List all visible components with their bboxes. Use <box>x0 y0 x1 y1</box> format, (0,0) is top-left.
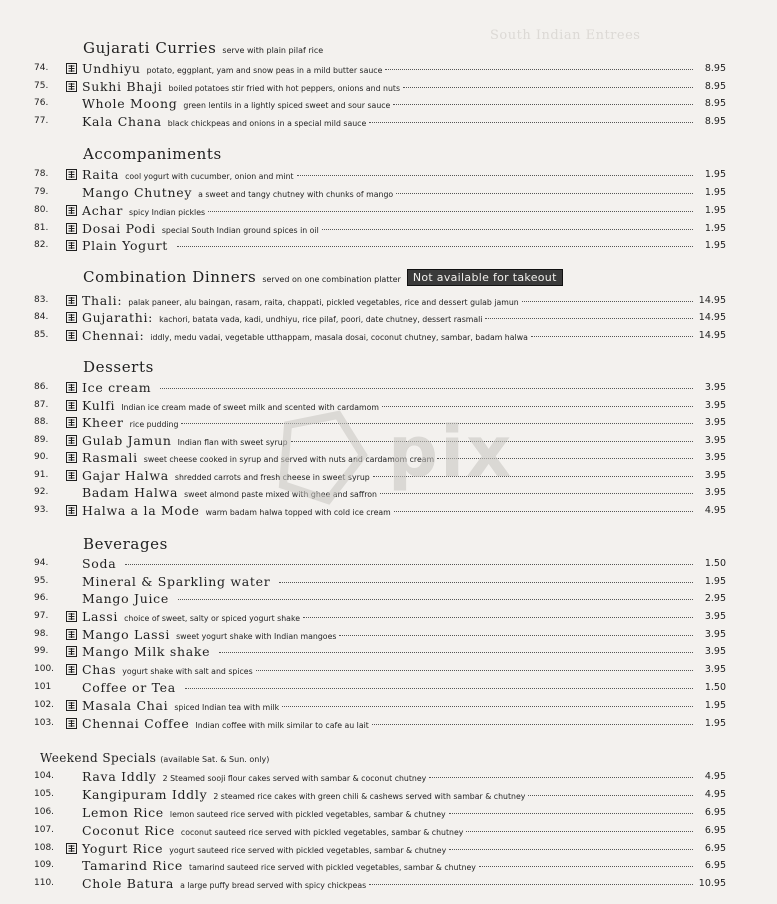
vegetarian-icon <box>66 169 77 180</box>
section-combination-dinners <box>83 267 563 287</box>
item-price: 3.95 <box>704 487 726 498</box>
item-name: Chennai: <box>82 328 145 343</box>
section-title: Beverages <box>83 535 168 553</box>
dot-leader <box>522 301 693 302</box>
menu-item-row <box>0 573 777 590</box>
dot-leader <box>282 706 693 707</box>
item-name: Rasmali <box>82 450 138 465</box>
item-line <box>82 202 696 221</box>
item-number: 91. <box>34 470 49 480</box>
vegetarian-icon <box>66 205 77 216</box>
dot-leader <box>208 211 693 212</box>
section-weekend-specials <box>40 749 269 767</box>
item-name: Kulfi <box>82 398 116 413</box>
item-number: 104. <box>34 771 55 781</box>
menu-item-row <box>0 379 777 396</box>
item-number: 105. <box>34 789 55 799</box>
item-description: palak paneer, alu baingan, rasam, raita, chappati, pickled vegetables, rice and dessert gulab jamun <box>128 298 519 307</box>
item-line <box>82 113 696 132</box>
item-price: 4.95 <box>704 789 726 800</box>
item-line <box>82 502 696 521</box>
item-line <box>82 804 696 823</box>
item-number: 97. <box>34 611 49 621</box>
item-number: 79. <box>34 187 49 197</box>
item-price: 6.95 <box>704 843 726 854</box>
item-description: Indian coffee with milk similar to cafe au lait <box>195 721 369 730</box>
item-line <box>82 875 696 894</box>
item-price: 1.95 <box>704 700 726 711</box>
item-line <box>82 166 696 185</box>
bleed-through-text: South Indian Entrees <box>490 28 641 43</box>
item-price: 8.95 <box>704 81 726 92</box>
menu-item-row <box>0 590 777 607</box>
item-number: 103. <box>34 718 55 728</box>
item-description: tamarind sauteed rice served with pickled vegetables, sambar & chutney <box>189 863 476 872</box>
item-line <box>82 857 696 876</box>
item-name: Badam Halwa <box>82 485 179 500</box>
item-price: 1.95 <box>704 718 726 729</box>
item-description: kachori, batata vada, kadi, undhiyu, rice pilaf, poori, date chutney, dessert rasmali <box>159 315 483 324</box>
menu-item-row <box>0 414 777 431</box>
vegetarian-icon <box>66 611 77 622</box>
menu-item-row <box>0 715 777 732</box>
item-name: Soda <box>82 556 117 571</box>
item-description: yogurt sauteed rice served with pickled vegetables, sambar & chutney <box>169 846 447 855</box>
item-line <box>82 237 696 254</box>
menu-item-row <box>0 220 777 237</box>
item-description: boiled potatoes stir fried with hot peppers, onions and nuts <box>168 84 401 93</box>
item-name: Mango Lassi <box>82 627 171 642</box>
item-name: Ice cream <box>82 380 152 395</box>
item-name: Tamarind Rice <box>82 858 184 873</box>
item-name: Chas <box>82 662 117 677</box>
item-price: 3.95 <box>704 664 726 675</box>
dot-leader <box>449 813 693 814</box>
item-name: Gujarathi: <box>82 310 154 325</box>
vegetarian-icon <box>66 417 77 428</box>
item-name: Gajar Halwa <box>82 468 169 483</box>
item-number: 88. <box>34 417 49 427</box>
dot-leader <box>369 884 693 885</box>
dot-leader <box>339 635 693 636</box>
item-name: Masala Chai <box>82 698 169 713</box>
item-name: Coconut Rice <box>82 823 175 838</box>
item-name: Thali: <box>82 293 123 308</box>
dot-leader <box>403 87 693 88</box>
dot-leader <box>185 688 693 689</box>
dot-leader <box>291 441 693 442</box>
vegetarian-icon <box>66 81 77 92</box>
item-price: 1.95 <box>704 576 726 587</box>
vegetarian-icon <box>66 63 77 74</box>
item-line <box>82 715 696 734</box>
item-name: Chole Batura <box>82 876 175 891</box>
dot-leader <box>382 406 693 407</box>
item-description: potato, eggplant, yam and snow peas in a mild butter sauce <box>146 66 383 75</box>
menu-item-row <box>0 643 777 660</box>
item-name: Dosai Podi <box>82 221 156 236</box>
item-number: 74. <box>34 63 49 73</box>
item-description: green lentils in a lightly spiced sweet and sour sauce <box>183 101 391 110</box>
item-description: sweet almond paste mixed with ghee and saffron <box>184 490 377 499</box>
item-line <box>82 309 696 328</box>
item-description: spiced Indian tea with milk <box>174 703 280 712</box>
dot-leader <box>393 104 693 105</box>
item-line <box>82 573 696 590</box>
dot-leader <box>437 458 693 459</box>
item-number: 102. <box>34 700 55 710</box>
section-title: Gujarati Curries <box>83 39 217 57</box>
item-number: 90. <box>34 452 49 462</box>
item-price: 6.95 <box>704 860 726 871</box>
menu-item-row <box>0 697 777 714</box>
dot-leader <box>449 849 693 850</box>
menu-item-row <box>0 237 777 254</box>
item-name: Mango Milk shake <box>82 644 211 659</box>
item-description: coconut sauteed rice served with pickled vegetables, sambar & chutney <box>180 828 464 837</box>
dot-leader <box>178 599 693 600</box>
item-number: 93. <box>34 505 49 515</box>
section-title: Combination Dinners <box>83 268 257 286</box>
item-price: 1.95 <box>704 205 726 216</box>
item-line <box>82 768 696 787</box>
item-number: 81. <box>34 223 49 233</box>
item-name: Lassi <box>82 609 119 624</box>
dot-leader <box>160 388 693 389</box>
item-line <box>82 786 696 805</box>
item-number: 96. <box>34 593 49 603</box>
vegetarian-icon <box>66 223 77 234</box>
item-name: Halwa a la Mode <box>82 503 200 518</box>
menu-item-row <box>0 786 777 803</box>
item-number: 82. <box>34 240 49 250</box>
item-price: 3.95 <box>704 646 726 657</box>
item-description: Indian flan with sweet syrup <box>177 438 288 447</box>
item-number: 76. <box>34 98 49 108</box>
item-price: 3.95 <box>704 382 726 393</box>
item-number: 99. <box>34 646 49 656</box>
item-description: rice pudding <box>129 420 179 429</box>
section-accompaniments <box>83 144 222 164</box>
section-beverages <box>83 534 168 554</box>
vegetarian-icon <box>66 240 77 251</box>
item-name: Rava Iddly <box>82 769 157 784</box>
item-number: 108. <box>34 843 55 853</box>
menu-item-row <box>0 804 777 821</box>
menu-item-row <box>0 397 777 414</box>
dot-leader <box>429 777 693 778</box>
item-line <box>82 60 696 79</box>
item-description: black chickpeas and onions in a special mild sauce <box>167 119 367 128</box>
vegetarian-icon <box>66 664 77 675</box>
menu-item-row <box>0 840 777 857</box>
item-number: 84. <box>34 312 49 322</box>
item-number: 80. <box>34 205 49 215</box>
dot-leader <box>322 229 693 230</box>
item-number: 107. <box>34 825 55 835</box>
item-line <box>82 95 696 114</box>
item-number: 83. <box>34 295 49 305</box>
watermark-text: pix <box>388 411 514 493</box>
item-price: 8.95 <box>704 63 726 74</box>
menu-item-row <box>0 608 777 625</box>
vegetarian-icon <box>66 629 77 640</box>
item-name: Whole Moong <box>82 96 178 111</box>
item-line <box>82 414 696 433</box>
dot-leader <box>125 564 693 565</box>
item-price: 8.95 <box>704 116 726 127</box>
dot-leader <box>303 617 693 618</box>
item-line <box>82 679 696 696</box>
item-price: 4.95 <box>704 771 726 782</box>
dot-leader <box>373 476 693 477</box>
item-number: 78. <box>34 169 49 179</box>
item-number: 101 <box>34 682 52 692</box>
menu-item-row <box>0 679 777 696</box>
item-description: choice of sweet, salty or spiced yogurt shake <box>124 614 300 623</box>
dot-leader <box>380 493 693 494</box>
section-title: Desserts <box>83 358 154 376</box>
item-line <box>82 822 696 841</box>
item-line <box>82 184 696 203</box>
item-description: warm badam halwa topped with cold ice cream <box>205 508 391 517</box>
item-name: Undhiyu <box>82 61 141 76</box>
menu-item-row <box>0 60 777 77</box>
dot-leader <box>531 336 693 337</box>
menu-item-row <box>0 449 777 466</box>
section-title: Accompaniments <box>83 145 222 163</box>
vegetarian-icon <box>66 295 77 306</box>
item-number: 75. <box>34 81 49 91</box>
dot-leader <box>466 831 693 832</box>
menu-item-row <box>0 95 777 112</box>
item-number: 89. <box>34 435 49 445</box>
item-description: yogurt shake with salt and spices <box>122 667 253 676</box>
item-number: 109. <box>34 860 55 870</box>
item-price: 3.95 <box>704 611 726 622</box>
item-description: sweet yogurt shake with Indian mangoes <box>176 632 337 641</box>
item-description: a sweet and tangy chutney with chunks of mango <box>198 190 394 199</box>
item-number: 106. <box>34 807 55 817</box>
menu-item-row <box>0 857 777 874</box>
item-line <box>82 661 696 680</box>
item-line <box>82 643 696 660</box>
dot-leader <box>485 318 693 319</box>
vegetarian-icon <box>66 700 77 711</box>
item-description: shredded carrots and fresh cheese in sweet syrup <box>174 473 370 482</box>
item-price: 14.95 <box>698 312 726 323</box>
item-price: 6.95 <box>704 825 726 836</box>
vegetarian-icon <box>66 843 77 854</box>
item-price: 3.95 <box>704 435 726 446</box>
dot-leader <box>177 246 693 247</box>
item-line <box>82 590 696 607</box>
item-name: Chennai Coffee <box>82 716 190 731</box>
menu-item-row <box>0 484 777 501</box>
vegetarian-icon <box>66 505 77 516</box>
item-price: 6.95 <box>704 807 726 818</box>
item-line <box>82 484 696 503</box>
item-price: 1.50 <box>704 682 726 693</box>
item-price: 10.95 <box>698 878 726 889</box>
item-name: Raita <box>82 167 120 182</box>
item-number: 85. <box>34 330 49 340</box>
item-number: 110. <box>34 878 55 888</box>
dot-leader <box>369 122 693 123</box>
menu-item-row <box>0 78 777 95</box>
item-name: Mango Juice <box>82 591 169 606</box>
item-name: Coffee or Tea <box>82 680 176 695</box>
item-price: 8.95 <box>704 98 726 109</box>
item-name: Gulab Jamun <box>82 433 172 448</box>
menu-item-row <box>0 309 777 326</box>
menu-item-row <box>0 184 777 201</box>
vegetarian-icon <box>66 452 77 463</box>
item-number: 92. <box>34 487 49 497</box>
vegetarian-icon <box>66 400 77 411</box>
item-price: 2.95 <box>704 593 726 604</box>
menu-item-row <box>0 502 777 519</box>
item-price: 1.95 <box>704 223 726 234</box>
item-price: 3.95 <box>704 417 726 428</box>
menu-item-row <box>0 292 777 309</box>
item-price: 14.95 <box>698 295 726 306</box>
item-price: 1.95 <box>704 169 726 180</box>
item-name: Plain Yogurt <box>82 238 169 253</box>
item-name: Kheer <box>82 415 124 430</box>
item-number: 94. <box>34 558 49 568</box>
menu-item-row <box>0 327 777 344</box>
item-description: special South Indian ground spices in oil <box>161 226 319 235</box>
item-line <box>82 379 696 396</box>
item-description: iddly, medu vadai, vegetable utthappam, masala dosai, coconut chutney, sambar, badam halwa <box>150 333 528 342</box>
item-line <box>82 608 696 627</box>
item-line <box>82 449 696 468</box>
item-description: Indian ice cream made of sweet milk and scented with cardamom <box>121 403 379 412</box>
vegetarian-icon <box>66 646 77 657</box>
menu-item-row <box>0 432 777 449</box>
item-number: 87. <box>34 400 49 410</box>
dot-leader <box>385 69 693 70</box>
item-price: 1.95 <box>704 187 726 198</box>
section-note: (available Sat. & Sun. only) <box>160 755 270 764</box>
dot-leader <box>372 724 693 725</box>
vegetarian-icon <box>66 470 77 481</box>
item-number: 77. <box>34 116 49 126</box>
item-price: 14.95 <box>698 330 726 341</box>
dot-leader <box>528 795 693 796</box>
item-name: Kangipuram Iddly <box>82 787 208 802</box>
vegetarian-icon <box>66 718 77 729</box>
section-desserts <box>83 357 154 377</box>
item-price: 1.50 <box>704 558 726 569</box>
dot-leader <box>394 511 693 512</box>
section-gujarati-curries <box>83 38 323 58</box>
dot-leader <box>479 866 693 867</box>
item-line <box>82 327 696 346</box>
section-note: serve with plain pilaf rice <box>222 46 324 55</box>
takeout-notice-badge: Not available for takeout <box>407 269 563 286</box>
item-name: Lemon Rice <box>82 805 164 820</box>
item-price: 3.95 <box>704 629 726 640</box>
item-name: Kala Chana <box>82 114 162 129</box>
menu-item-row <box>0 555 777 572</box>
item-name: Mineral & Sparkling water <box>82 574 271 589</box>
menu-item-row <box>0 113 777 130</box>
item-description: sweet cheese cooked in syrup and served with nuts and cardamom cream <box>143 455 435 464</box>
menu-item-row <box>0 166 777 183</box>
menu-item-row <box>0 875 777 892</box>
dot-leader <box>396 193 693 194</box>
menu-item-row <box>0 661 777 678</box>
item-number: 86. <box>34 382 49 392</box>
menu-item-row <box>0 467 777 484</box>
item-name: Yogurt Rice <box>82 841 164 856</box>
section-title: Weekend Specials <box>40 751 157 765</box>
dot-leader <box>219 652 693 653</box>
item-description: cool yogurt with cucumber, onion and mint <box>125 172 294 181</box>
item-name: Sukhi Bhaji <box>82 79 163 94</box>
item-price: 3.95 <box>704 452 726 463</box>
item-price: 3.95 <box>704 400 726 411</box>
dot-leader <box>256 670 693 671</box>
item-price: 3.95 <box>704 470 726 481</box>
item-description: a large puffy bread served with spicy chickpeas <box>180 881 367 890</box>
item-name: Achar <box>82 203 124 218</box>
item-description: 2 Steamed sooji flour cakes served with sambar & coconut chutney <box>162 774 427 783</box>
item-number: 98. <box>34 629 49 639</box>
dot-leader <box>279 582 693 583</box>
menu-item-row <box>0 768 777 785</box>
vegetarian-icon <box>66 312 77 323</box>
item-line <box>82 555 696 572</box>
menu-item-row <box>0 626 777 643</box>
menu-item-row <box>0 202 777 219</box>
menu-item-row <box>0 822 777 839</box>
item-description: spicy Indian pickles <box>129 208 206 217</box>
item-number: 100. <box>34 664 55 674</box>
section-note: served on one combination platter <box>262 275 401 284</box>
item-description: 2 steamed rice cakes with green chili & cashews served with sambar & chutney <box>213 792 526 801</box>
item-price: 1.95 <box>704 240 726 251</box>
dot-leader <box>297 175 693 176</box>
item-name: Mango Chutney <box>82 185 193 200</box>
item-number: 95. <box>34 576 49 586</box>
vegetarian-icon <box>66 435 77 446</box>
item-line <box>82 697 696 716</box>
item-price: 4.95 <box>704 505 726 516</box>
dot-leader <box>181 423 693 424</box>
vegetarian-icon <box>66 382 77 393</box>
item-description: lemon sauteed rice served with pickled vegetables, sambar & chutney <box>169 810 446 819</box>
vegetarian-icon <box>66 330 77 341</box>
